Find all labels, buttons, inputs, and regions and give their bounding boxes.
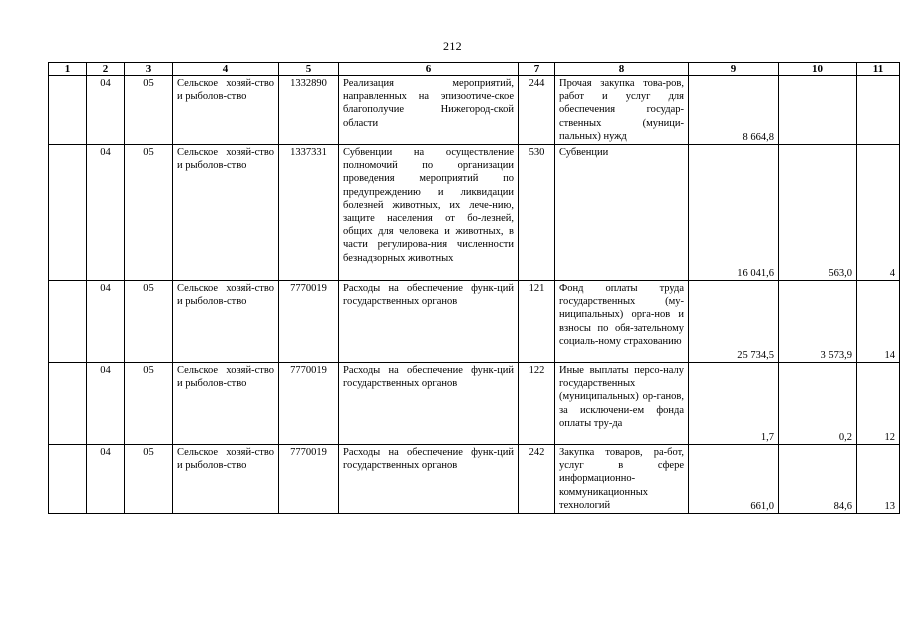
table-row [49,145,900,281]
cell-section-name: Сельское хозяй-ство и рыболов-ство [173,281,279,363]
cell-amount: 16 041,6 [689,145,779,281]
cell-col1 [49,145,87,281]
col-header-7: 7 [519,63,555,76]
cell-section: 04 [87,363,125,445]
budget-table [48,62,900,514]
cell-expense-code: 121 [519,281,555,363]
col-header-4: 4 [173,63,279,76]
page-number: 212 [443,39,462,53]
col-header-8: 8 [555,63,689,76]
cell-amount-2 [779,76,857,145]
cell-subsection: 05 [125,363,173,445]
cell-amount-2: 563,0 [779,145,857,281]
cell-target-name: Расходы на обеспечение функ-ций государственных органов [339,445,519,514]
cell-expense-name: Субвенции [555,145,689,281]
cell-amount-2: 84,6 [779,445,857,514]
header-row [49,63,900,76]
cell-col1 [49,281,87,363]
col-header-11: 11 [857,63,900,76]
col-header-9: 9 [689,63,779,76]
cell-target-name: Субвенции на осуществление полномочий по организации проведения мероприятий по предупреждению и ликвидации болезней животных, их лече-нию, защите населения от бо-лезней, общих для человека и животных, в части регулирова-ния численности безнадзорных животных [339,145,519,281]
table-row [49,445,900,514]
table-row [49,76,900,145]
cell-section: 04 [87,145,125,281]
cell-subsection: 05 [125,145,173,281]
cell-expense-code: 122 [519,363,555,445]
col-header-10: 10 [779,63,857,76]
cell-expense-name: Закупка товаров, ра-бот, услуг в сфере информационно-коммуникационных технологий [555,445,689,514]
cell-section-name: Сельское хозяй-ство и рыболов-ство [173,445,279,514]
cell-target-code: 7770019 [279,281,339,363]
cell-section: 04 [87,281,125,363]
cell-target-name: Расходы на обеспечение функ-ций государственных органов [339,363,519,445]
cell-amount: 1,7 [689,363,779,445]
col-header-5: 5 [279,63,339,76]
cell-expense-name: Иные выплаты персо-налу государственных (муниципальных) ор-ганов, за исключени-ем фонда оплаты тру-да [555,363,689,445]
table-row [49,363,900,445]
cell-expense-code: 530 [519,145,555,281]
cell-target-code: 7770019 [279,363,339,445]
cell-col1 [49,445,87,514]
cell-expense-code: 244 [519,76,555,145]
cell-section-name: Сельское хозяй-ство и рыболов-ство [173,363,279,445]
cell-subsection: 05 [125,76,173,145]
cell-target-code: 7770019 [279,445,339,514]
cell-count: 4 [857,145,900,281]
cell-section-name: Сельское хозяй-ство и рыболов-ство [173,76,279,145]
cell-target-code: 1337331 [279,145,339,281]
col-header-3: 3 [125,63,173,76]
cell-count [857,76,900,145]
cell-subsection: 05 [125,281,173,363]
table-row [49,281,900,363]
cell-amount-2: 3 573,9 [779,281,857,363]
cell-section: 04 [87,445,125,514]
cell-amount-2: 0,2 [779,363,857,445]
cell-section: 04 [87,76,125,145]
cell-section-name: Сельское хозяй-ство и рыболов-ство [173,145,279,281]
cell-count: 12 [857,363,900,445]
cell-subsection: 05 [125,445,173,514]
cell-col1 [49,363,87,445]
cell-expense-code: 242 [519,445,555,514]
cell-count: 14 [857,281,900,363]
cell-col1 [49,76,87,145]
col-header-2: 2 [87,63,125,76]
cell-target-name: Реализация мероприятий, направленных на эпизоотиче-ское благополучие Нижегород-ской области [339,76,519,145]
cell-target-name: Расходы на обеспечение функ-ций государственных органов [339,281,519,363]
cell-amount: 661,0 [689,445,779,514]
cell-amount: 8 664,8 [689,76,779,145]
cell-expense-name: Фонд оплаты труда государственных (му-ниципальных) орга-нов и взносы по обя-зательному социаль-ному страхованию [555,281,689,363]
cell-amount: 25 734,5 [689,281,779,363]
col-header-1: 1 [49,63,87,76]
cell-target-code: 1332890 [279,76,339,145]
cell-expense-name: Прочая закупка това-ров, работ и услуг для обеспечения государ-ственных (муници-пальных) нужд [555,76,689,145]
col-header-6: 6 [339,63,519,76]
cell-count: 13 [857,445,900,514]
